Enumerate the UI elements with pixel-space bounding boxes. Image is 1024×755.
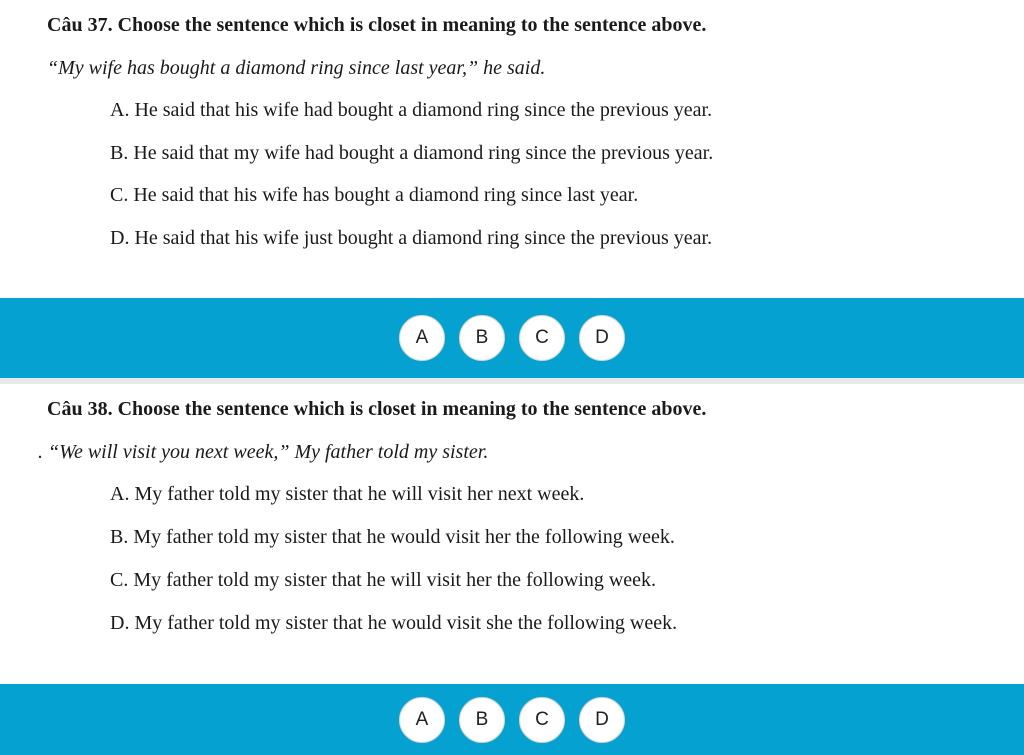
question-prompt: “My wife has bought a diamond ring since last year,” he said. [47, 57, 546, 79]
answer-bar-37 [0, 298, 1024, 378]
question-prompt: . “We will visit you next week,” My father told my sister. [38, 441, 489, 463]
answer-button-b[interactable]: B [459, 315, 505, 361]
answer-button-c[interactable]: C [519, 315, 565, 361]
option-a: A. He said that his wife had bought a diamond ring since the previous year. [110, 99, 713, 121]
option-d: D. My father told my sister that he would visit she the following week. [110, 612, 678, 634]
option-d: D. He said that his wife just bought a diamond ring since the previous year. [110, 227, 713, 249]
answer-button-c[interactable]: C [519, 697, 565, 743]
option-c: C. My father told my sister that he will visit her the following week. [110, 569, 657, 591]
question-38 [0, 384, 1024, 684]
answer-button-b[interactable]: B [459, 697, 505, 743]
option-b: B. He said that my wife had bought a diamond ring since the previous year. [110, 142, 714, 164]
answer-button-a[interactable]: A [399, 697, 445, 743]
question-37 [0, 0, 1024, 298]
answer-bar-38 [0, 684, 1024, 755]
question-title: Câu 37. Choose the sentence which is closet in meaning to the sentence above. [47, 14, 707, 36]
answer-button-a[interactable]: A [399, 315, 445, 361]
option-c: C. He said that his wife has bought a diamond ring since last year. [110, 184, 639, 206]
answer-button-d[interactable]: D [579, 315, 625, 361]
question-title: Câu 38. Choose the sentence which is closet in meaning to the sentence above. [47, 398, 707, 420]
option-b: B. My father told my sister that he would visit her the following week. [110, 526, 675, 548]
option-a: A. My father told my sister that he will visit her next week. [110, 483, 585, 505]
answer-button-d[interactable]: D [579, 697, 625, 743]
